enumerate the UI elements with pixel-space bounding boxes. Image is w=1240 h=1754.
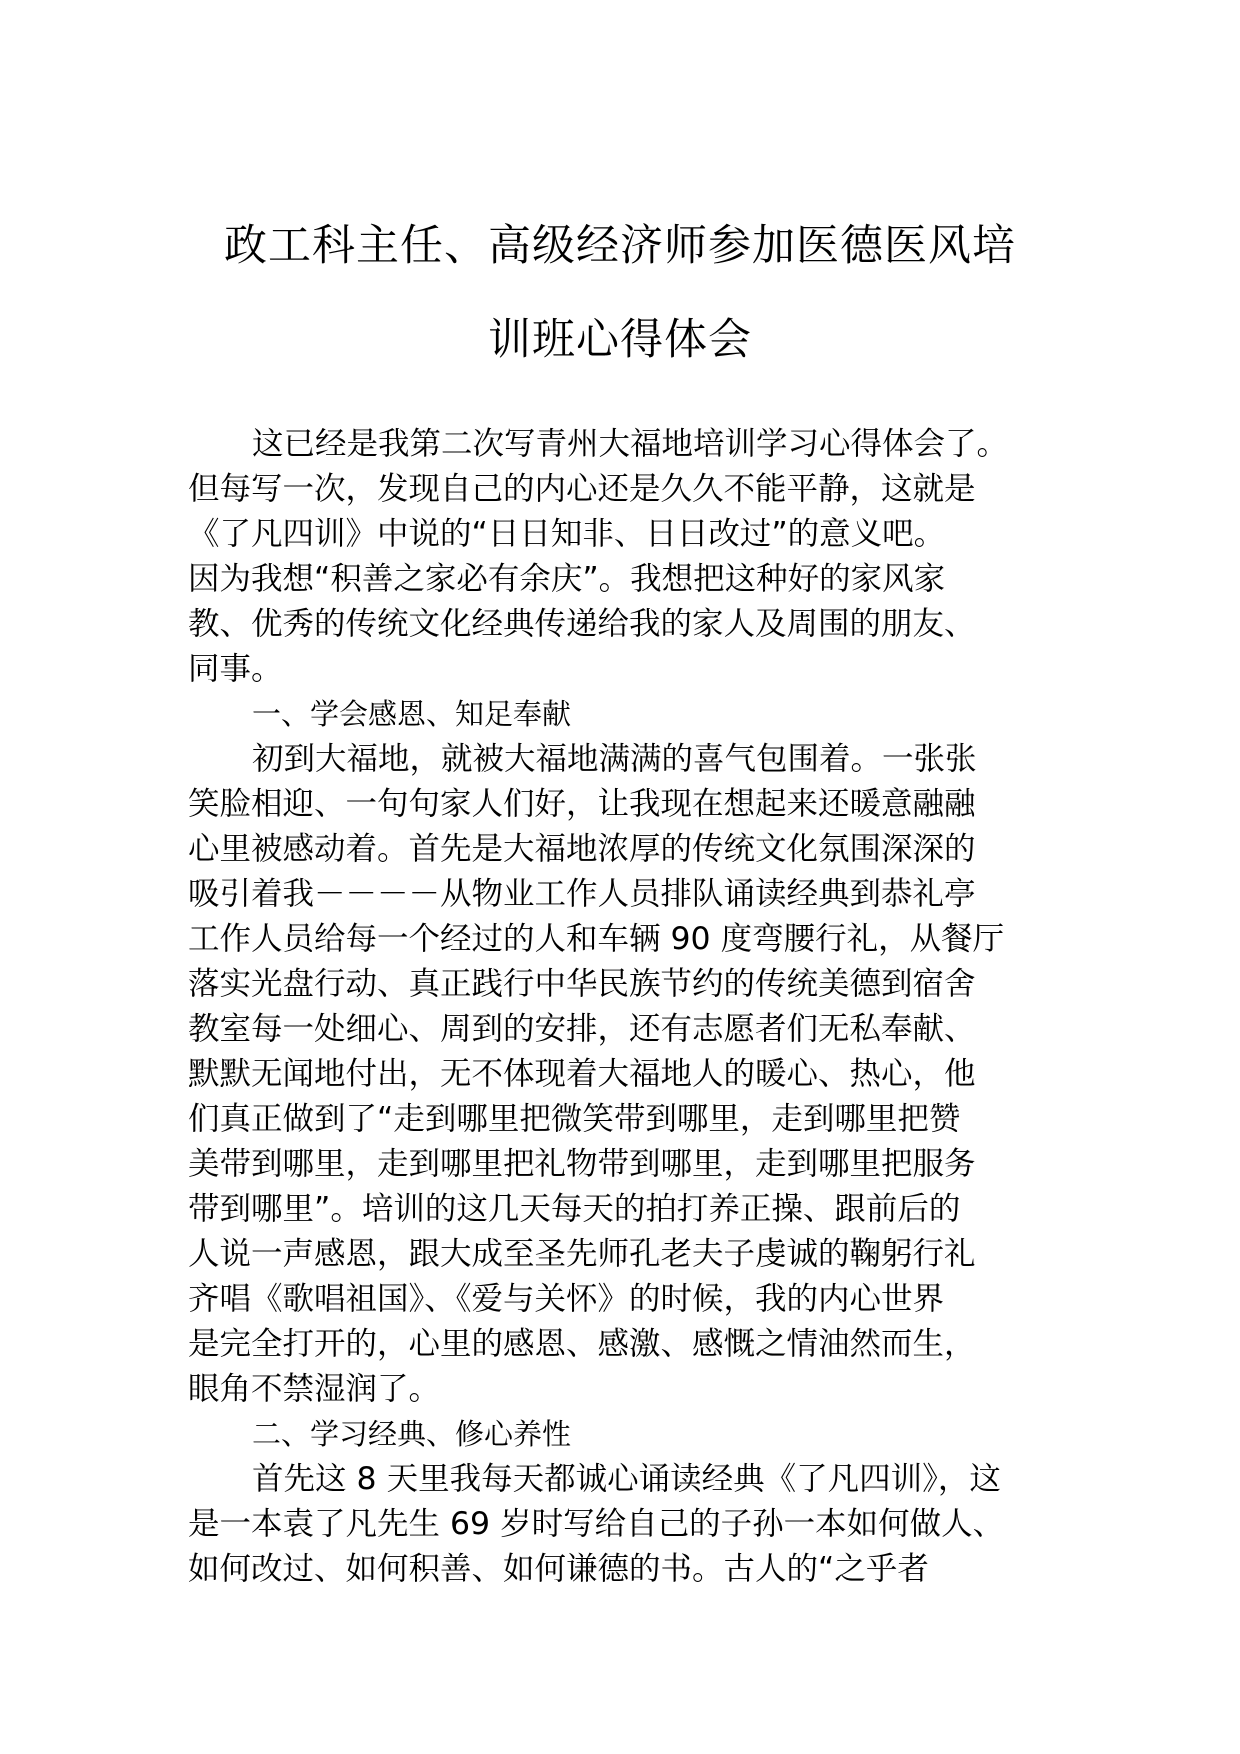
document-title-line-2: 训班心得体会: [488, 315, 752, 365]
paragraph-line: 美带到哪里，走到哪里把礼物带到哪里，走到哪里把服务: [188, 1146, 976, 1182]
section-heading: 二、学习经典、修心养性: [252, 1417, 572, 1451]
paragraph-line: 因为我想“积善之家必有余庆”。我想把这种好的家风家: [188, 561, 946, 597]
paragraph-line: 教、优秀的传统文化经典传递给我的家人及周围的朋友、: [188, 606, 976, 642]
paragraph-line: 但每写一次，发现自己的内心还是久久不能平静，这就是: [188, 471, 976, 507]
paragraph-line: 初到大福地，就被大福地满满的喜气包围着。一张张: [252, 741, 977, 777]
paragraph-line: 教室每一处细心、周到的安排，还有志愿者们无私奉献、: [188, 1011, 976, 1047]
paragraph-line: 首先这 8 天里我每天都诚心诵读经典《了凡四训》，这: [252, 1461, 1001, 1497]
document-body: [188, 422, 1054, 1592]
paragraph-line: 工作人员给每一个经过的人和车辆 90 度弯腰行礼，从餐厅: [188, 921, 1005, 957]
paragraph-line: 默默无闻地付出，无不体现着大福地人的暖心、热心，他: [188, 1056, 976, 1092]
paragraph-line: 们真正做到了“走到哪里把微笑带到哪里，走到哪里把赞: [188, 1101, 961, 1137]
paragraph-line: 人说一声感恩，跟大成至圣先师孔老夫子虔诚的鞠躬行礼: [188, 1236, 976, 1272]
paragraph-line: 是完全打开的，心里的感恩、感激、感慨之情油然而生，: [188, 1326, 976, 1362]
paragraph-line: 眼角不禁湿润了。: [188, 1371, 441, 1407]
paragraph-line: 笑脸相迎、一句句家人们好，让我现在想起来还暖意融融: [188, 786, 976, 822]
paragraph-line: 落实光盘行动、真正践行中华民族节约的传统美德到宿舍: [188, 966, 976, 1002]
paragraph-line: 这已经是我第二次写青州大福地培训学习心得体会了。: [252, 426, 1009, 462]
paragraph-line: 《了凡四训》中说的“日日知非、日日改过”的意义吧。: [188, 516, 946, 552]
section-heading: 一、学会感恩、知足奉献: [252, 697, 572, 731]
paragraph-line: 如何改过、如何积善、如何谦德的书。古人的“之乎者: [188, 1551, 929, 1587]
paragraph-line: 吸引着我－－－－从物业工作人员排队诵读经典到恭礼亭: [188, 876, 976, 912]
paragraph-line: 是一本袁了凡先生 69 岁时写给自己的子孙一本如何做人、: [188, 1506, 1005, 1542]
document-title-line-1: 政工科主任、高级经济师参加医德医风培: [224, 221, 1016, 271]
paragraph-line: 齐唱《歌唱祖国》、《爱与关怀》的时候，我的内心世界: [188, 1281, 945, 1317]
paragraph-line: 带到哪里”。培训的这几天每天的拍打养正操、跟前后的: [188, 1191, 961, 1227]
paragraph-line: 同事。: [188, 651, 283, 687]
paragraph-line: 心里被感动着。首先是大福地浓厚的传统文化氛围深深的: [188, 831, 976, 867]
